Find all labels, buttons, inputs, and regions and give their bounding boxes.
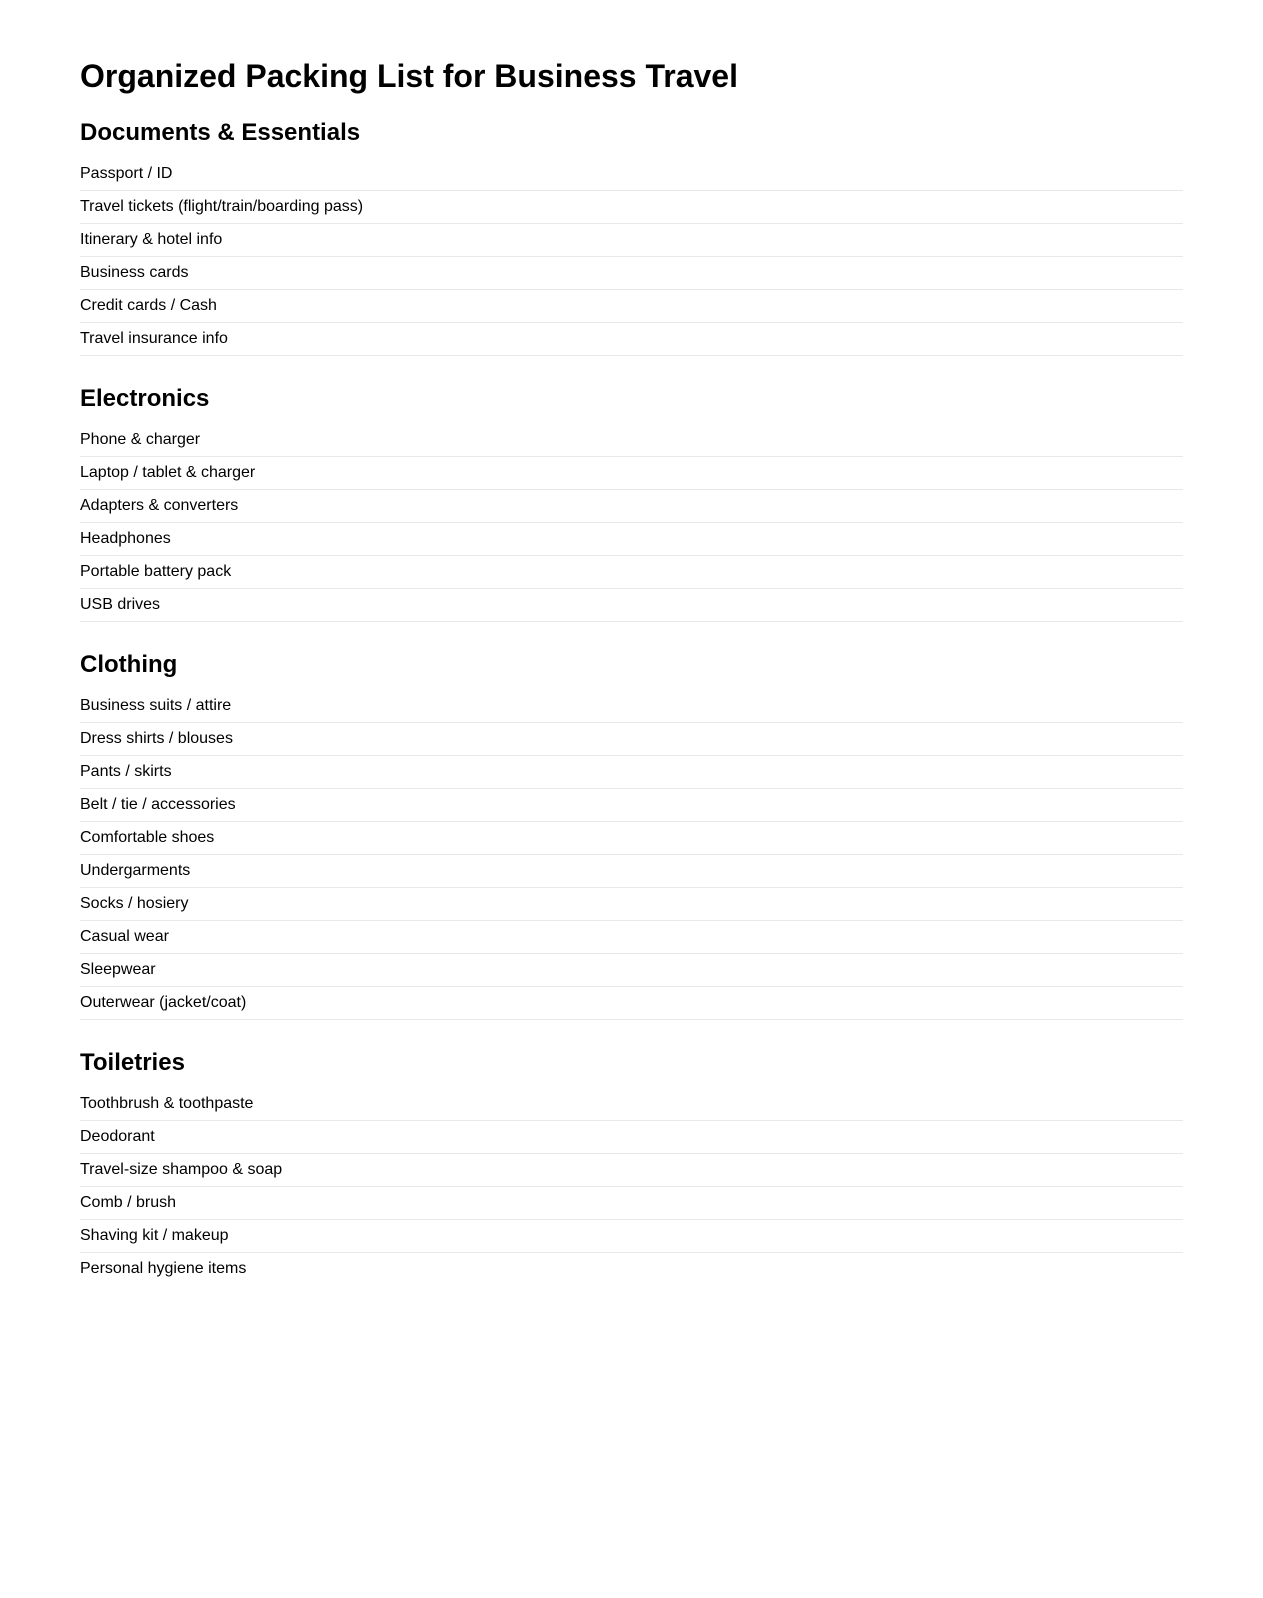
list-item: Pants / skirts: [80, 756, 1183, 789]
list-item: Portable battery pack: [80, 556, 1183, 589]
list-item: Casual wear: [80, 921, 1183, 954]
section-heading: Electronics: [80, 385, 210, 412]
list-item: Adapters & converters: [80, 490, 1183, 523]
list-item: Socks / hosiery: [80, 888, 1183, 921]
list-item: Sleepwear: [80, 954, 1183, 987]
section-heading: Clothing: [80, 651, 178, 678]
list-item: Passport / ID: [80, 158, 1183, 191]
list-item: Itinerary & hotel info: [80, 224, 1183, 257]
list-item: Toothbrush & toothpaste: [80, 1088, 1183, 1121]
list-item: Belt / tie / accessories: [80, 789, 1183, 822]
list-item: USB drives: [80, 589, 1183, 622]
list-item: Comfortable shoes: [80, 822, 1183, 855]
section-documents: [80, 118, 1183, 356]
list-item: Credit cards / Cash: [80, 290, 1183, 323]
page-title: Organized Packing List for Business Travel: [80, 58, 738, 94]
list-item: Travel insurance info: [80, 323, 1183, 356]
list-item: Outerwear (jacket/coat): [80, 987, 1183, 1020]
section-heading: Documents & Essentials: [80, 119, 361, 146]
section-heading: Toiletries: [80, 1049, 185, 1076]
item-list: [80, 424, 1183, 622]
item-list: [80, 1088, 1183, 1285]
section-toiletries: [80, 1048, 1183, 1285]
list-item: Dress shirts / blouses: [80, 723, 1183, 756]
section-electronics: [80, 384, 1183, 622]
list-item: Travel tickets (flight/train/boarding pass): [80, 191, 1183, 224]
item-list: [80, 158, 1183, 356]
list-item: Deodorant: [80, 1121, 1183, 1154]
list-item: Phone & charger: [80, 424, 1183, 457]
section-clothing: [80, 650, 1183, 1020]
list-item: Business suits / attire: [80, 690, 1183, 723]
list-item: Personal hygiene items: [80, 1260, 247, 1277]
list-item: Laptop / tablet & charger: [80, 457, 1183, 490]
list-item: Undergarments: [80, 855, 1183, 888]
list-item: Headphones: [80, 523, 1183, 556]
item-list: [80, 690, 1183, 1020]
list-item: Shaving kit / makeup: [80, 1220, 1183, 1253]
list-item: Business cards: [80, 257, 1183, 290]
list-item: Travel-size shampoo & soap: [80, 1154, 1183, 1187]
list-item: Comb / brush: [80, 1187, 1183, 1220]
